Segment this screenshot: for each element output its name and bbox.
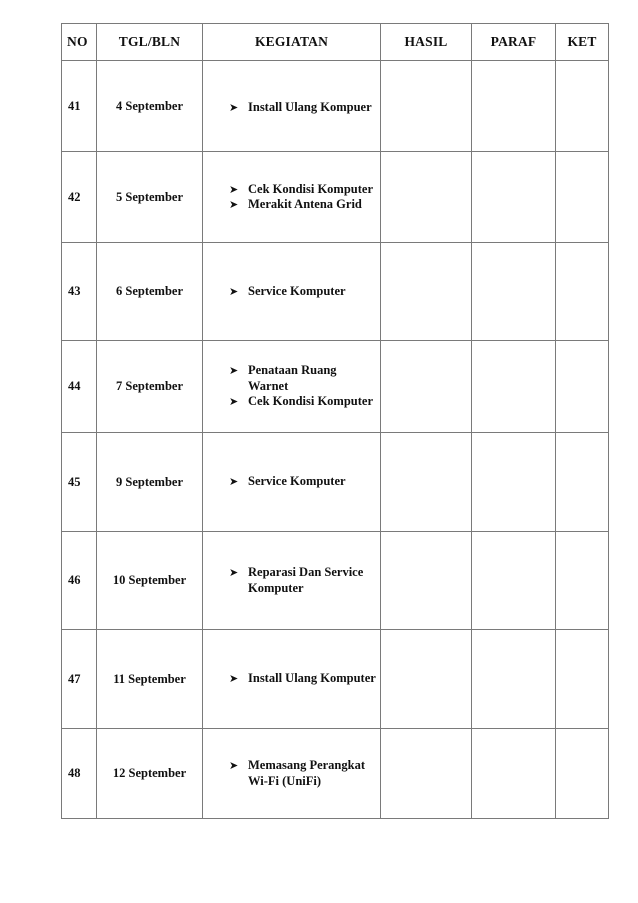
- row-note: [556, 729, 609, 819]
- row-note: [556, 243, 609, 341]
- row-activities: [203, 341, 381, 433]
- activity-log-table: [61, 23, 609, 819]
- row-signature: [472, 341, 556, 433]
- arrowhead-right-icon: ➤: [229, 364, 239, 378]
- activity-item: [229, 565, 376, 596]
- row-date: 11 September: [97, 630, 203, 729]
- row-activities: [203, 630, 381, 729]
- header-note: KET: [556, 24, 609, 61]
- row-date: 9 September: [97, 433, 203, 532]
- activity-text: Install Ulang Komputer: [248, 671, 376, 686]
- arrowhead-right-icon: ➤: [229, 475, 239, 489]
- activity-text: Cek Kondisi Komputer: [248, 181, 374, 196]
- table-row: [62, 243, 609, 341]
- row-signature: [472, 243, 556, 341]
- row-date: 7 September: [97, 341, 203, 433]
- row-number: 47: [62, 630, 97, 729]
- row-date: 5 September: [97, 152, 203, 243]
- header-date: TGL/BLN: [97, 24, 203, 61]
- activity-item: [229, 182, 376, 198]
- row-note: [556, 152, 609, 243]
- header-no: NO: [62, 24, 97, 61]
- table-row: [62, 729, 609, 819]
- activity-text: Reparasi Dan Service Komputer: [248, 565, 364, 595]
- row-signature: [472, 630, 556, 729]
- row-activities: [203, 243, 381, 341]
- activity-item: [229, 100, 376, 116]
- activity-item: [229, 671, 376, 687]
- activity-text: Memasang Perangkat Wi-Fi (UniFi): [248, 758, 365, 788]
- row-result: [381, 341, 472, 433]
- row-activities: [203, 61, 381, 152]
- row-activities: [203, 152, 381, 243]
- row-activities: [203, 433, 381, 532]
- table-row: [62, 341, 609, 433]
- activity-item: [229, 363, 376, 394]
- activity-text: Service Komputer: [248, 283, 346, 298]
- arrowhead-right-icon: ➤: [229, 101, 239, 114]
- activity-text: Cek Kondisi Komputer: [248, 394, 374, 409]
- header-activity: KEGIATAN: [203, 24, 381, 61]
- row-number: 41: [62, 61, 97, 152]
- row-result: [381, 243, 472, 341]
- row-note: [556, 433, 609, 532]
- row-date: 4 September: [97, 61, 203, 152]
- arrowhead-right-icon: ➤: [229, 672, 239, 686]
- row-result: [381, 729, 472, 819]
- activity-text: Install Ulang Kompuer: [248, 100, 372, 114]
- row-note: [556, 532, 609, 630]
- table-row: [62, 532, 609, 630]
- row-number: 48: [62, 729, 97, 819]
- row-signature: [472, 61, 556, 152]
- row-note: [556, 341, 609, 433]
- row-result: [381, 630, 472, 729]
- row-activities: [203, 729, 381, 819]
- row-note: [556, 630, 609, 729]
- activity-item: [229, 758, 376, 789]
- row-result: [381, 433, 472, 532]
- row-number: 46: [62, 532, 97, 630]
- activity-item: [229, 474, 376, 490]
- activity-item: [229, 284, 376, 300]
- table-row: [62, 630, 609, 729]
- row-date: 6 September: [97, 243, 203, 341]
- row-signature: [472, 152, 556, 243]
- row-signature: [472, 532, 556, 630]
- row-result: [381, 61, 472, 152]
- table-row: [62, 433, 609, 532]
- row-number: 45: [62, 433, 97, 532]
- row-result: [381, 532, 472, 630]
- row-result: [381, 152, 472, 243]
- arrowhead-right-icon: ➤: [229, 759, 239, 772]
- activity-text: Penataan Ruang Warnet: [248, 363, 337, 393]
- table-row: [62, 152, 609, 243]
- arrowhead-right-icon: ➤: [229, 198, 239, 211]
- activity-text: Merakit Antena Grid: [248, 197, 362, 211]
- header-signature: PARAF: [472, 24, 556, 61]
- table-row: [62, 61, 609, 152]
- row-number: 43: [62, 243, 97, 341]
- row-date: 10 September: [97, 532, 203, 630]
- row-activities: [203, 532, 381, 630]
- row-number: 44: [62, 341, 97, 433]
- row-signature: [472, 433, 556, 532]
- arrowhead-right-icon: ➤: [229, 182, 239, 196]
- row-signature: [472, 729, 556, 819]
- arrowhead-right-icon: ➤: [229, 284, 239, 298]
- activity-item: [229, 394, 376, 410]
- row-date: 12 September: [97, 729, 203, 819]
- row-number: 42: [62, 152, 97, 243]
- arrowhead-right-icon: ➤: [229, 395, 239, 409]
- row-note: [556, 61, 609, 152]
- header-result: HASIL: [381, 24, 472, 61]
- table-header-row: [62, 24, 609, 61]
- activity-text: Service Komputer: [248, 474, 346, 489]
- activity-item: [229, 197, 376, 213]
- arrowhead-right-icon: ➤: [229, 566, 239, 579]
